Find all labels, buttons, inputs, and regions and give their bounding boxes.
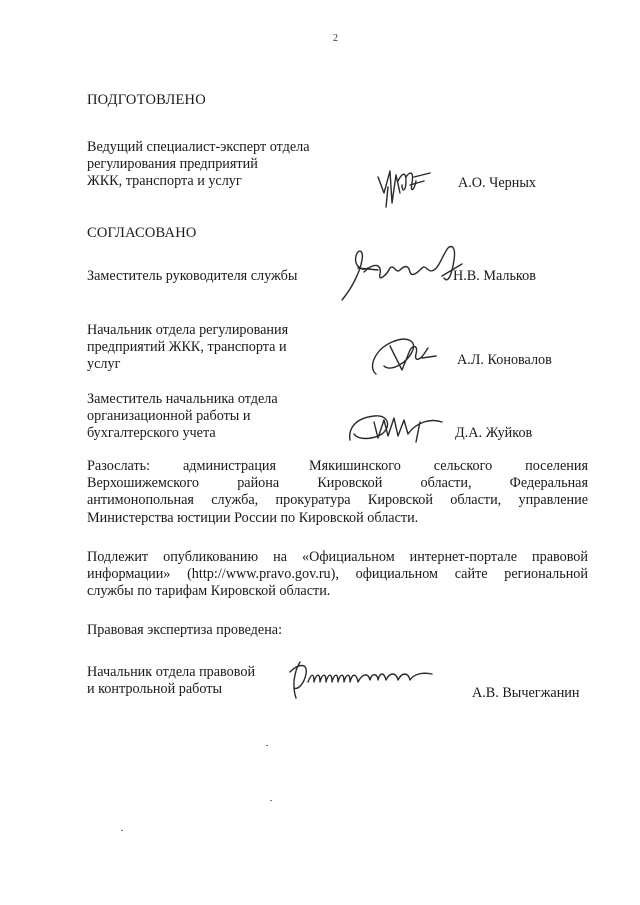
signer-position (87, 268, 297, 285)
position-line: Ведущий специалист-эксперт отдела (87, 139, 310, 155)
distribution-line: антимонопольная служба, прокуратура Кировской области, управление (87, 492, 588, 509)
signer-name: А.Л. Коновалов (457, 352, 552, 368)
prepared-heading: ПОДГОТОВЛЕНО (87, 92, 206, 108)
prepared-name: А.О. Черных (458, 175, 536, 191)
publication-line: службы по тарифам Кировской области. (87, 583, 331, 600)
publication-line: Подлежит опубликованию на «Официальном интернет-портале правовой (87, 549, 588, 565)
position-line: бухгалтерского учета (87, 425, 216, 441)
legal-review-name: А.В. Вычегжанин (472, 685, 580, 701)
distribution-line: Разослать: администрация Мякишинского сельского поселения (87, 458, 588, 474)
distribution-line: Верхошижемского района Кировской области, Федеральная (87, 475, 588, 492)
publication-paragraph (87, 549, 588, 601)
agreed-heading: СОГЛАСОВАНО (87, 225, 197, 241)
signer-name: Д.А. Жуйков (455, 425, 533, 441)
prepared-position (87, 139, 310, 190)
position-line: Начальник отдела правовой (87, 664, 256, 680)
position-line: регулирования предприятий (87, 156, 258, 172)
position-line: ЖКК, транспорта и услуг (87, 173, 242, 189)
position-line: Заместитель начальника отдела (87, 391, 278, 407)
signature-zhuikov (344, 406, 448, 446)
signer-position (87, 322, 288, 373)
position-line: и контрольной работы (87, 681, 222, 697)
signer-position (87, 391, 278, 442)
legal-review-text: Правовая экспертиза проведена: (87, 622, 283, 638)
position-line: предприятий ЖКК, транспорта и (87, 339, 287, 355)
distribution-paragraph (87, 458, 588, 527)
scan-speck (121, 830, 123, 831)
signature-chernykh (372, 163, 442, 213)
position-line: услуг (87, 356, 121, 372)
page-number: 2 (333, 33, 338, 44)
scan-speck (270, 800, 272, 801)
signer-name: Н.В. Мальков (453, 268, 536, 284)
scan-speck (266, 745, 268, 746)
position-line: Заместитель руководителя службы (87, 268, 298, 284)
distribution-line: Министерства юстиции России по Кировской области. (87, 509, 419, 526)
publication-line: информации» (http://www.pravo.gov.ru), официальном сайте региональной (87, 566, 588, 583)
position-line: организационной работы и (87, 408, 251, 424)
signature-konovalov (366, 332, 446, 382)
position-line: Начальник отдела регулирования (87, 322, 289, 338)
legal-review-position (87, 664, 255, 698)
signature-vychegzhanin (286, 652, 442, 704)
